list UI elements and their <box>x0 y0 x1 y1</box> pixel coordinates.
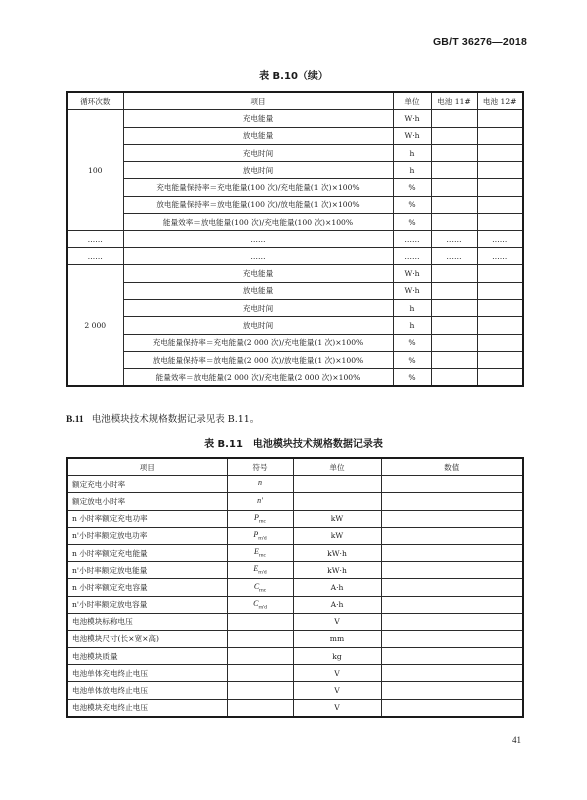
value-cell <box>381 665 523 682</box>
symbol-subscript: rnc <box>258 552 266 559</box>
value-cell <box>381 630 523 647</box>
unit-cell: % <box>393 196 431 213</box>
unit-cell: h <box>393 162 431 179</box>
column-header: 符号 <box>227 458 293 476</box>
column-header: 电池 11# <box>431 92 477 110</box>
unit-cell: h <box>393 299 431 316</box>
value-cell <box>381 493 523 510</box>
value-cell <box>477 144 523 161</box>
unit-cell: kW <box>293 510 381 527</box>
item-cell: 能量效率＝放电能量(100 次)/充电能量(100 次)×100% <box>123 214 393 231</box>
table-row-ellipsis <box>67 231 523 248</box>
value-cell <box>381 527 523 544</box>
value-cell <box>431 299 477 316</box>
item-cell: 放电能量 <box>123 282 393 299</box>
item-cell: 电池模块质量 <box>67 648 227 665</box>
symbol-cell <box>227 699 293 717</box>
symbol-letter: E <box>253 564 259 574</box>
symbol-cell <box>227 493 293 510</box>
unit-cell: V <box>293 613 381 630</box>
value-cell <box>381 476 523 493</box>
item-cell: 电池模块标称电压 <box>67 613 227 630</box>
symbol-letter: n <box>258 478 262 488</box>
page-number: 41 <box>512 735 521 745</box>
unit-cell: % <box>393 334 431 351</box>
table-row <box>67 144 523 161</box>
value-cell <box>381 699 523 717</box>
table-row <box>67 179 523 196</box>
table-row <box>67 613 523 630</box>
table-row <box>67 282 523 299</box>
symbol-cell <box>227 630 293 647</box>
value-cell <box>431 127 477 144</box>
unit-cell: V <box>293 665 381 682</box>
table-row <box>67 265 523 282</box>
table-row <box>67 699 523 717</box>
unit-cell: …… <box>393 231 431 248</box>
unit-cell: % <box>393 214 431 231</box>
unit-cell: h <box>393 317 431 334</box>
value-cell <box>431 282 477 299</box>
value-cell <box>431 317 477 334</box>
item-cell: n'小时率额定放电能量 <box>67 562 227 579</box>
value-cell <box>477 317 523 334</box>
column-header: 项目 <box>67 458 227 476</box>
item-cell: 电池单体放电终止电压 <box>67 682 227 699</box>
symbol-subscript: rn'd <box>258 570 267 577</box>
symbol-cell <box>227 527 293 544</box>
table-b11-body <box>67 476 523 717</box>
symbol-cell <box>227 596 293 613</box>
table-header-row <box>67 458 523 476</box>
item-cell: 充电能量保持率＝充电能量(2 000 次)/充电能量(1 次)×100% <box>123 334 393 351</box>
symbol-cell <box>227 665 293 682</box>
table-row <box>67 510 523 527</box>
value-cell <box>431 334 477 351</box>
value-cell <box>381 510 523 527</box>
table-row <box>67 562 523 579</box>
value-cell <box>477 110 523 127</box>
item-cell: …… <box>123 231 393 248</box>
symbol-subscript: rn'd <box>258 604 267 611</box>
cycle-count-cell: 100 <box>67 110 123 231</box>
value-cell <box>477 369 523 387</box>
value-cell <box>477 162 523 179</box>
table-row <box>67 127 523 144</box>
cycle-count-cell: …… <box>67 248 123 265</box>
unit-cell: A·h <box>293 596 381 613</box>
unit-cell: kg <box>293 648 381 665</box>
unit-cell: V <box>293 699 381 717</box>
item-cell: n 小时率额定充电能量 <box>67 544 227 561</box>
table-row-ellipsis <box>67 248 523 265</box>
item-cell: 充电能量保持率＝充电能量(100 次)/充电能量(1 次)×100% <box>123 179 393 196</box>
item-cell: …… <box>123 248 393 265</box>
symbol-cell <box>227 613 293 630</box>
table-b11-title: 表 B.11 电池模块技术规格数据记录表 <box>204 439 383 450</box>
symbol-cell <box>227 476 293 493</box>
item-cell: 能量效率＝放电能量(2 000 次)/充电能量(2 000 次)×100% <box>123 369 393 387</box>
item-cell: 电池单体充电终止电压 <box>67 665 227 682</box>
unit-cell: W·h <box>393 127 431 144</box>
section-b11-paragraph <box>66 411 259 425</box>
value-cell <box>431 179 477 196</box>
value-cell <box>477 334 523 351</box>
table-row <box>67 476 523 493</box>
item-cell: n'小时率额定放电容量 <box>67 596 227 613</box>
value-cell <box>381 544 523 561</box>
table-row <box>67 334 523 351</box>
cycle-count-cell: …… <box>67 231 123 248</box>
symbol-cell <box>227 579 293 596</box>
table-row <box>67 665 523 682</box>
symbol-letter: C <box>253 598 259 608</box>
item-cell: 电池模块尺寸(长×宽×高) <box>67 630 227 647</box>
symbol-cell <box>227 682 293 699</box>
unit-cell: W·h <box>393 282 431 299</box>
table-row <box>67 162 523 179</box>
value-cell <box>431 162 477 179</box>
unit-cell: kW·h <box>293 562 381 579</box>
item-cell: 放电时间 <box>123 317 393 334</box>
unit-cell: V <box>293 682 381 699</box>
symbol-letter: P <box>254 512 259 522</box>
value-cell: …… <box>431 248 477 265</box>
unit-cell: …… <box>393 248 431 265</box>
value-cell <box>431 265 477 282</box>
value-cell <box>431 214 477 231</box>
table-row <box>67 579 523 596</box>
value-cell <box>381 613 523 630</box>
table-row <box>67 299 523 316</box>
standard-number: GB/T 36276—2018 <box>432 36 527 48</box>
value-cell <box>431 196 477 213</box>
symbol-letter: P <box>253 530 259 540</box>
item-cell: 额定充电小时率 <box>67 476 227 493</box>
unit-cell: % <box>393 179 431 196</box>
cycle-count-cell: 2 000 <box>67 265 123 387</box>
unit-cell: kW <box>293 527 381 544</box>
value-cell <box>381 682 523 699</box>
unit-cell: % <box>393 369 431 387</box>
symbol-letter: C <box>253 581 260 591</box>
value-cell <box>477 214 523 231</box>
unit-cell: A·h <box>293 579 381 596</box>
unit-cell: W·h <box>393 265 431 282</box>
table-b10 <box>66 91 524 387</box>
column-header: 电池 12# <box>477 92 523 110</box>
value-cell <box>381 648 523 665</box>
table-row <box>67 630 523 647</box>
table-row <box>67 493 523 510</box>
symbol-subscript: rnc <box>258 518 266 525</box>
value-cell <box>477 196 523 213</box>
symbol-letter: n' <box>257 495 263 505</box>
item-cell: 充电能量 <box>123 110 393 127</box>
value-cell <box>381 579 523 596</box>
value-cell <box>477 265 523 282</box>
item-cell: 额定放电小时率 <box>67 493 227 510</box>
table-header-row <box>67 92 523 110</box>
value-cell <box>381 596 523 613</box>
item-cell: 放电时间 <box>123 162 393 179</box>
unit-cell: kW·h <box>293 544 381 561</box>
symbol-subscript: rnc <box>259 587 267 594</box>
item-cell: n 小时率额定充电容量 <box>67 579 227 596</box>
section-number: B.11 <box>66 415 84 425</box>
unit-cell: mm <box>293 630 381 647</box>
symbol-letter: E <box>254 547 259 557</box>
table-row <box>67 214 523 231</box>
table-row <box>67 648 523 665</box>
value-cell: …… <box>477 231 523 248</box>
value-cell: …… <box>477 248 523 265</box>
symbol-cell <box>227 544 293 561</box>
item-cell: n 小时率额定充电功率 <box>67 510 227 527</box>
value-cell <box>431 144 477 161</box>
item-cell: 充电能量 <box>123 265 393 282</box>
table-row <box>67 351 523 368</box>
symbol-cell <box>227 562 293 579</box>
value-cell: …… <box>431 231 477 248</box>
column-header: 循环次数 <box>67 92 123 110</box>
item-cell: 放电能量 <box>123 127 393 144</box>
item-cell: 电池模块充电终止电压 <box>67 699 227 717</box>
item-cell: n'小时率额定放电功率 <box>67 527 227 544</box>
unit-cell <box>293 476 381 493</box>
item-cell: 放电能量保持率＝放电能量(100 次)/放电能量(1 次)×100% <box>123 196 393 213</box>
value-cell <box>477 351 523 368</box>
item-cell: 放电能量保持率＝放电能量(2 000 次)/放电能量(1 次)×100% <box>123 351 393 368</box>
table-row <box>67 317 523 334</box>
table-b11 <box>66 457 524 718</box>
column-header: 单位 <box>293 458 381 476</box>
section-text: 电池模块技术规格数据记录见表 B.11。 <box>91 414 260 425</box>
value-cell <box>381 562 523 579</box>
column-header: 数值 <box>381 458 523 476</box>
symbol-subscript: rn'd <box>258 535 267 542</box>
column-header: 项目 <box>123 92 393 110</box>
value-cell <box>431 369 477 387</box>
value-cell <box>477 179 523 196</box>
value-cell <box>431 110 477 127</box>
item-cell: 充电时间 <box>123 144 393 161</box>
table-b10-title: 表 B.10（续） <box>259 71 328 82</box>
table-row <box>67 544 523 561</box>
value-cell <box>477 299 523 316</box>
unit-cell: % <box>393 351 431 368</box>
table-row <box>67 596 523 613</box>
table-row <box>67 369 523 387</box>
table-row <box>67 682 523 699</box>
table-row <box>67 196 523 213</box>
unit-cell: W·h <box>393 110 431 127</box>
value-cell <box>431 351 477 368</box>
item-cell: 充电时间 <box>123 299 393 316</box>
symbol-cell <box>227 510 293 527</box>
column-header: 单位 <box>393 92 431 110</box>
value-cell <box>477 127 523 144</box>
table-row <box>67 110 523 127</box>
symbol-cell <box>227 648 293 665</box>
unit-cell <box>293 493 381 510</box>
value-cell <box>477 282 523 299</box>
table-row <box>67 527 523 544</box>
unit-cell: h <box>393 144 431 161</box>
